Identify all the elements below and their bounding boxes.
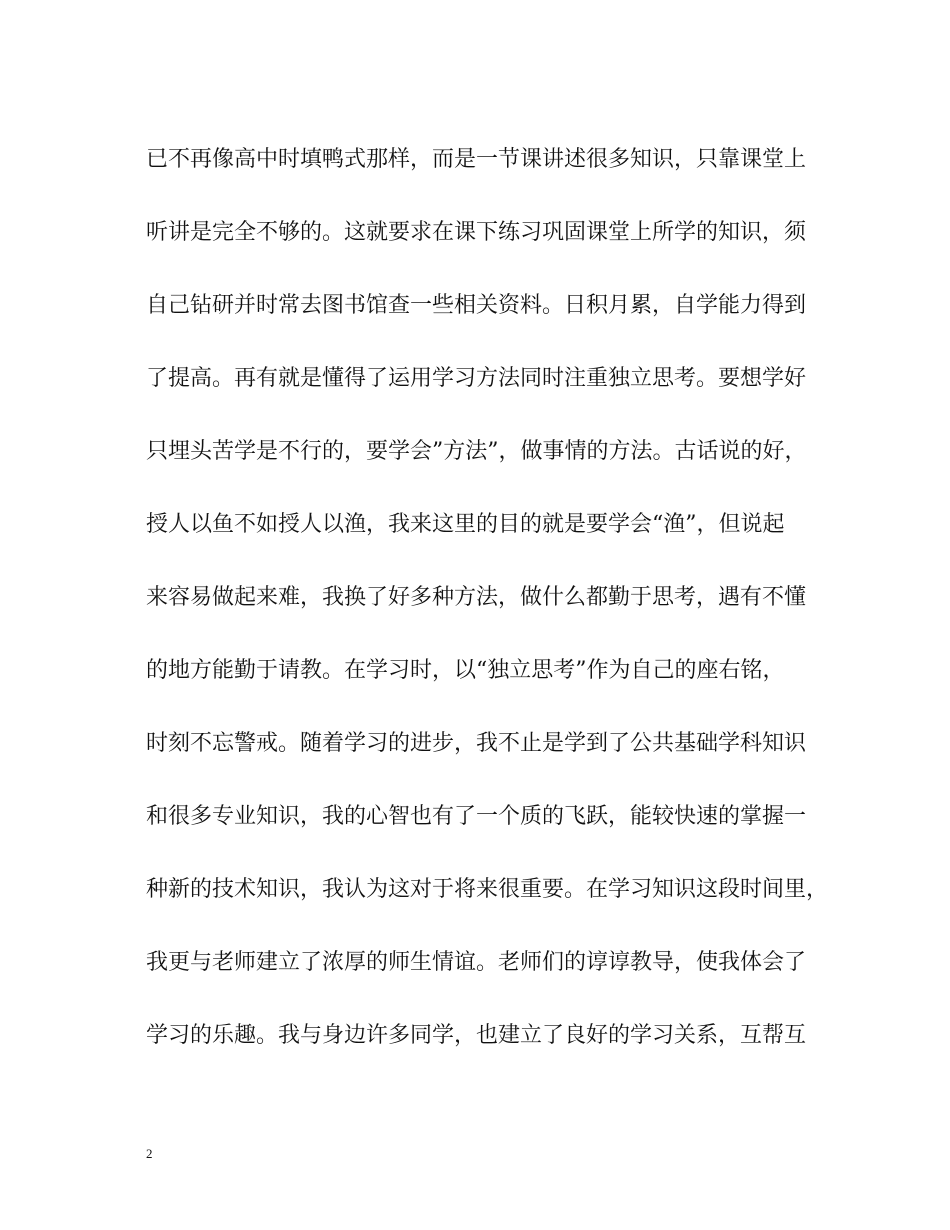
text-line-8: 的地方能勤于请教。在学习时，以“独立思考”作为自己的座右铭， [146,658,785,683]
text-line-10: 和很多专业知识，我的心智也有了一个质的飞跃，能较快速的掌握一 [146,804,807,829]
text-line-6: 授人以鱼不如授人以渔，我来这里的目的就是要学会“渔”，但说起 [146,512,785,537]
text-line-13: 学习的乐趣。我与身边许多同学，也建立了良好的学习关系，互帮互 [146,1023,807,1048]
text-line-2: 听讲是完全不够的。这就要求在课下练习巩固课堂上所学的知识，须 [146,220,807,245]
text-line-11: 种新的技术知识，我认为这对于将来很重要。在学习知识这段时间里， [146,877,829,902]
text-line-9: 时刻不忘警戒。随着学习的进步，我不止是学到了公共基础学科知识 [146,731,807,756]
body-text [146,136,829,1085]
text-line-7: 来容易做起来难，我换了好多种方法，做什么都勤于思考，遇有不懂 [146,585,807,610]
text-line-1: 已不再像高中时填鸭式那样，而是一节课讲述很多知识，只靠课堂上 [146,147,807,172]
text-line-4: 了提高。再有就是懂得了运用学习方法同时注重独立思考。要想学好 [146,366,807,391]
page-number: 2 [146,1146,153,1161]
text-line-5: 只埋头苦学是不行的，要学会”方法”，做事情的方法。古话说的好， [146,439,807,464]
text-line-3: 自己钻研并时常去图书馆查一些相关资料。日积月累，自学能力得到 [146,293,807,318]
text-line-12: 我更与老师建立了浓厚的师生情谊。老师们的谆谆教导，使我体会了 [146,950,807,975]
